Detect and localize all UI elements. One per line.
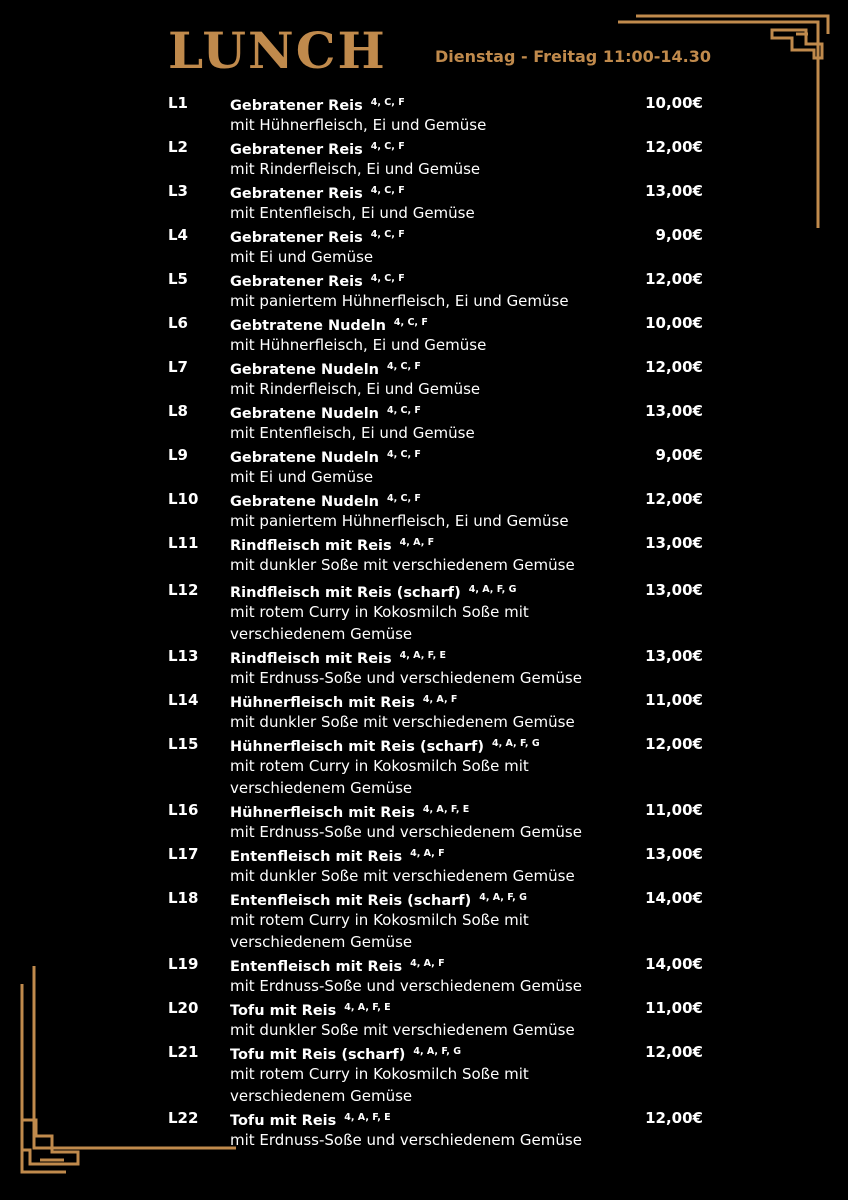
- menu-item-name-line: [230, 93, 405, 116]
- menu-item-code: L4: [168, 226, 188, 244]
- menu-item-name-line: [230, 533, 434, 556]
- menu-item-code: L19: [168, 955, 199, 973]
- menu-item-price: 12,00€: [645, 270, 703, 288]
- menu-item-code: L20: [168, 999, 199, 1017]
- menu-item-name-line: [230, 580, 516, 603]
- menu-item-description: mit rotem Curry in Kokosmilch Soße mit verschiedenem Gemüse: [230, 1065, 529, 1105]
- menu-item-description: mit Rinderfleisch, Ei und Gemüse: [230, 380, 481, 398]
- menu-item-name: Tofu mit Reis: [230, 1003, 337, 1019]
- menu-item-name: Gebratene Nudeln: [230, 494, 379, 510]
- menu-item-code: L3: [168, 182, 188, 200]
- menu-item-price: 14,00€: [645, 889, 703, 907]
- menu-item-allergens: 4, A, F: [410, 848, 445, 859]
- menu-item-allergens: 4, A, F: [422, 694, 458, 705]
- menu-item-description: mit Erdnuss-Soße und verschiedenem Gemüse: [230, 1131, 582, 1149]
- menu-item-name-line: [230, 734, 540, 757]
- menu-item-allergens: 4, A, F, E: [422, 804, 470, 815]
- menu-item-description: mit Rinderfleisch, Ei und Gemüse: [230, 160, 481, 178]
- menu-item-allergens: 4, A, F, E: [344, 1112, 391, 1123]
- menu-item-allergens: 4, C, F: [387, 405, 421, 416]
- menu-item-code: L9: [168, 446, 188, 464]
- menu-item-name: Gebratene Nudeln: [230, 362, 379, 378]
- menu-item-name-line: [230, 225, 405, 248]
- menu-item-description: mit paniertem Hühnerfleisch, Ei und Gemüse: [230, 292, 569, 310]
- menu-item-name: Hühnerfleisch mit Reis (scharf): [230, 739, 484, 755]
- menu-item-code: L8: [168, 402, 188, 420]
- menu-item-name-line: [230, 690, 457, 713]
- menu-item-allergens: 4, A, F, G: [468, 584, 517, 595]
- menu-item-name-line: [230, 888, 527, 911]
- menu-item-name-line: [230, 137, 405, 160]
- menu-item-description: mit Erdnuss-Soße und verschiedenem Gemüse: [230, 823, 582, 841]
- menu-item-code: L1: [168, 94, 188, 112]
- menu-item-price: 11,00€: [645, 999, 703, 1017]
- menu-item-name: Gebratener Reis: [230, 142, 363, 158]
- menu-item-price: 12,00€: [645, 1109, 703, 1127]
- menu-item-description: mit Ei und Gemüse: [230, 248, 374, 266]
- menu-item-description: mit Entenfleisch, Ei und Gemüse: [230, 204, 475, 222]
- menu-item-name: Gebratener Reis: [230, 186, 363, 202]
- menu-item-allergens: 4, A, F, G: [492, 738, 540, 749]
- menu-item-name-line: [230, 954, 445, 977]
- menu-item-name: Hühnerfleisch mit Reis: [230, 695, 415, 711]
- menu-item-allergens: 4, A, F: [410, 958, 445, 969]
- menu-item-allergens: 4, C, F: [370, 273, 405, 284]
- menu-item-description: mit rotem Curry in Kokosmilch Soße mit verschiedenem Gemüse: [230, 603, 529, 643]
- menu-item-name-line: [230, 181, 405, 204]
- menu-item-price: 13,00€: [645, 182, 703, 200]
- menu-item-name-line: [230, 357, 421, 380]
- menu-item-allergens: 4, A, F, E: [344, 1002, 391, 1013]
- menu-item-code: L22: [168, 1109, 199, 1127]
- menu-item-code: L14: [168, 691, 199, 709]
- menu-item-name: Tofu mit Reis (scharf): [230, 1047, 406, 1063]
- menu-item-description: mit dunkler Soße mit verschiedenem Gemüse: [230, 556, 575, 574]
- menu-item-allergens: 4, C, F: [370, 141, 405, 152]
- menu-item-name: Gebratene Nudeln: [230, 406, 379, 422]
- menu-item-code: L13: [168, 647, 199, 665]
- menu-item-name-line: [230, 313, 428, 336]
- menu-item-description: mit dunkler Soße mit verschiedenem Gemüse: [230, 1021, 575, 1039]
- menu-item-name-line: [230, 489, 421, 512]
- menu-item-description: mit Ei und Gemüse: [230, 468, 374, 486]
- menu-item-price: 9,00€: [655, 226, 703, 244]
- menu-item-price: 13,00€: [645, 647, 703, 665]
- menu-item-price: 9,00€: [655, 446, 703, 464]
- menu-item-name-line: [230, 844, 445, 867]
- menu-item-code: L6: [168, 314, 188, 332]
- menu-item-name-line: [230, 269, 405, 292]
- menu-item-description: mit dunkler Soße mit verschiedenem Gemüse: [230, 713, 575, 731]
- menu-item-allergens: 4, A, F: [399, 537, 435, 548]
- menu-item-description: mit dunkler Soße mit verschiedenem Gemüse: [230, 867, 575, 885]
- menu-item-allergens: 4, C, F: [387, 493, 421, 504]
- menu-item-allergens: 4, C, F: [370, 185, 405, 196]
- menu-item-code: L10: [168, 490, 199, 508]
- menu-item-description: mit Erdnuss-Soße und verschiedenem Gemüse: [230, 977, 582, 995]
- menu-item-name: Gebratener Reis: [230, 230, 363, 246]
- menu-item-description: mit paniertem Hühnerfleisch, Ei und Gemüse: [230, 512, 569, 530]
- menu-item-price: 13,00€: [645, 581, 703, 599]
- menu-item-price: 12,00€: [645, 735, 703, 753]
- menu-item-price: 12,00€: [645, 138, 703, 156]
- menu-item-name: Entenfleisch mit Reis (scharf): [230, 893, 472, 909]
- menu-item-description: mit rotem Curry in Kokosmilch Soße mit verschiedenem Gemüse: [230, 757, 529, 797]
- menu-item-code: L18: [168, 889, 199, 907]
- menu-item-description: mit Hühnerfleisch, Ei und Gemüse: [230, 336, 487, 354]
- menu-item-allergens: 4, C, F: [387, 361, 421, 372]
- menu-item-name: Hühnerfleisch mit Reis: [230, 805, 415, 821]
- menu-item-name: Entenfleisch mit Reis: [230, 959, 403, 975]
- menu-item-code: L21: [168, 1043, 199, 1061]
- menu-item-price: 12,00€: [645, 1043, 703, 1061]
- menu-item-code: L12: [168, 581, 199, 599]
- menu-item-price: 11,00€: [645, 801, 703, 819]
- menu-item-price: 13,00€: [645, 402, 703, 420]
- menu-item-price: 13,00€: [645, 534, 703, 552]
- menu-item-name: Rindfleisch mit Reis: [230, 651, 392, 667]
- menu-item-name-line: [230, 998, 391, 1021]
- menu-item-allergens: 4, C, F: [370, 97, 405, 108]
- menu-item-name-line: [230, 1108, 391, 1131]
- menu-item-code: L7: [168, 358, 188, 376]
- menu-item-price: 10,00€: [645, 94, 703, 112]
- menu-item-name-line: [230, 445, 421, 468]
- menu-item-name: Gebratene Nudeln: [230, 450, 379, 466]
- menu-item-name: Entenfleisch mit Reis: [230, 849, 403, 865]
- menu-item-name-line: [230, 800, 469, 823]
- menu-item-name: Gebratener Reis: [230, 98, 363, 114]
- menu-item-allergens: 4, A, F, E: [399, 650, 446, 661]
- menu-item-price: 14,00€: [645, 955, 703, 973]
- menu-item-code: L5: [168, 270, 188, 288]
- menu-item-allergens: 4, A, F, G: [479, 892, 527, 903]
- menu-item-name: Rindfleisch mit Reis (scharf): [230, 585, 461, 601]
- menu-item-name: Rindfleisch mit Reis: [230, 538, 392, 554]
- menu-item-price: 13,00€: [645, 845, 703, 863]
- menu-item-allergens: 4, A, F, G: [413, 1046, 462, 1057]
- page-title: LUNCH: [168, 21, 387, 80]
- menu-item-description: mit rotem Curry in Kokosmilch Soße mit verschiedenem Gemüse: [230, 911, 529, 951]
- menu-item-name: Tofu mit Reis: [230, 1113, 337, 1129]
- menu-item-price: 10,00€: [645, 314, 703, 332]
- menu-item-name-line: [230, 401, 421, 424]
- menu-item-name-line: [230, 1042, 461, 1065]
- menu-item-price: 12,00€: [645, 358, 703, 376]
- menu-item-price: 12,00€: [645, 490, 703, 508]
- menu-item-allergens: 4, C, F: [370, 229, 405, 240]
- menu-item-description: mit Erdnuss-Soße und verschiedenem Gemüse: [230, 669, 582, 687]
- menu-item-allergens: 4, C, F: [393, 317, 428, 328]
- menu-item-code: L2: [168, 138, 188, 156]
- menu-item-code: L17: [168, 845, 199, 863]
- menu-item-code: L15: [168, 735, 199, 753]
- menu-item-description: mit Entenfleisch, Ei und Gemüse: [230, 424, 475, 442]
- menu-item-code: L11: [168, 534, 199, 552]
- menu-item-price: 11,00€: [645, 691, 703, 709]
- menu-item-name: Gebtratene Nudeln: [230, 318, 386, 334]
- opening-hours: Dienstag - Freitag 11:00-14.30: [435, 47, 711, 66]
- menu-item-code: L16: [168, 801, 199, 819]
- menu-item-name: Gebratener Reis: [230, 274, 363, 290]
- menu-item-allergens: 4, C, F: [387, 449, 421, 460]
- menu-item-name-line: [230, 646, 446, 669]
- menu-item-description: mit Hühnerfleisch, Ei und Gemüse: [230, 116, 487, 134]
